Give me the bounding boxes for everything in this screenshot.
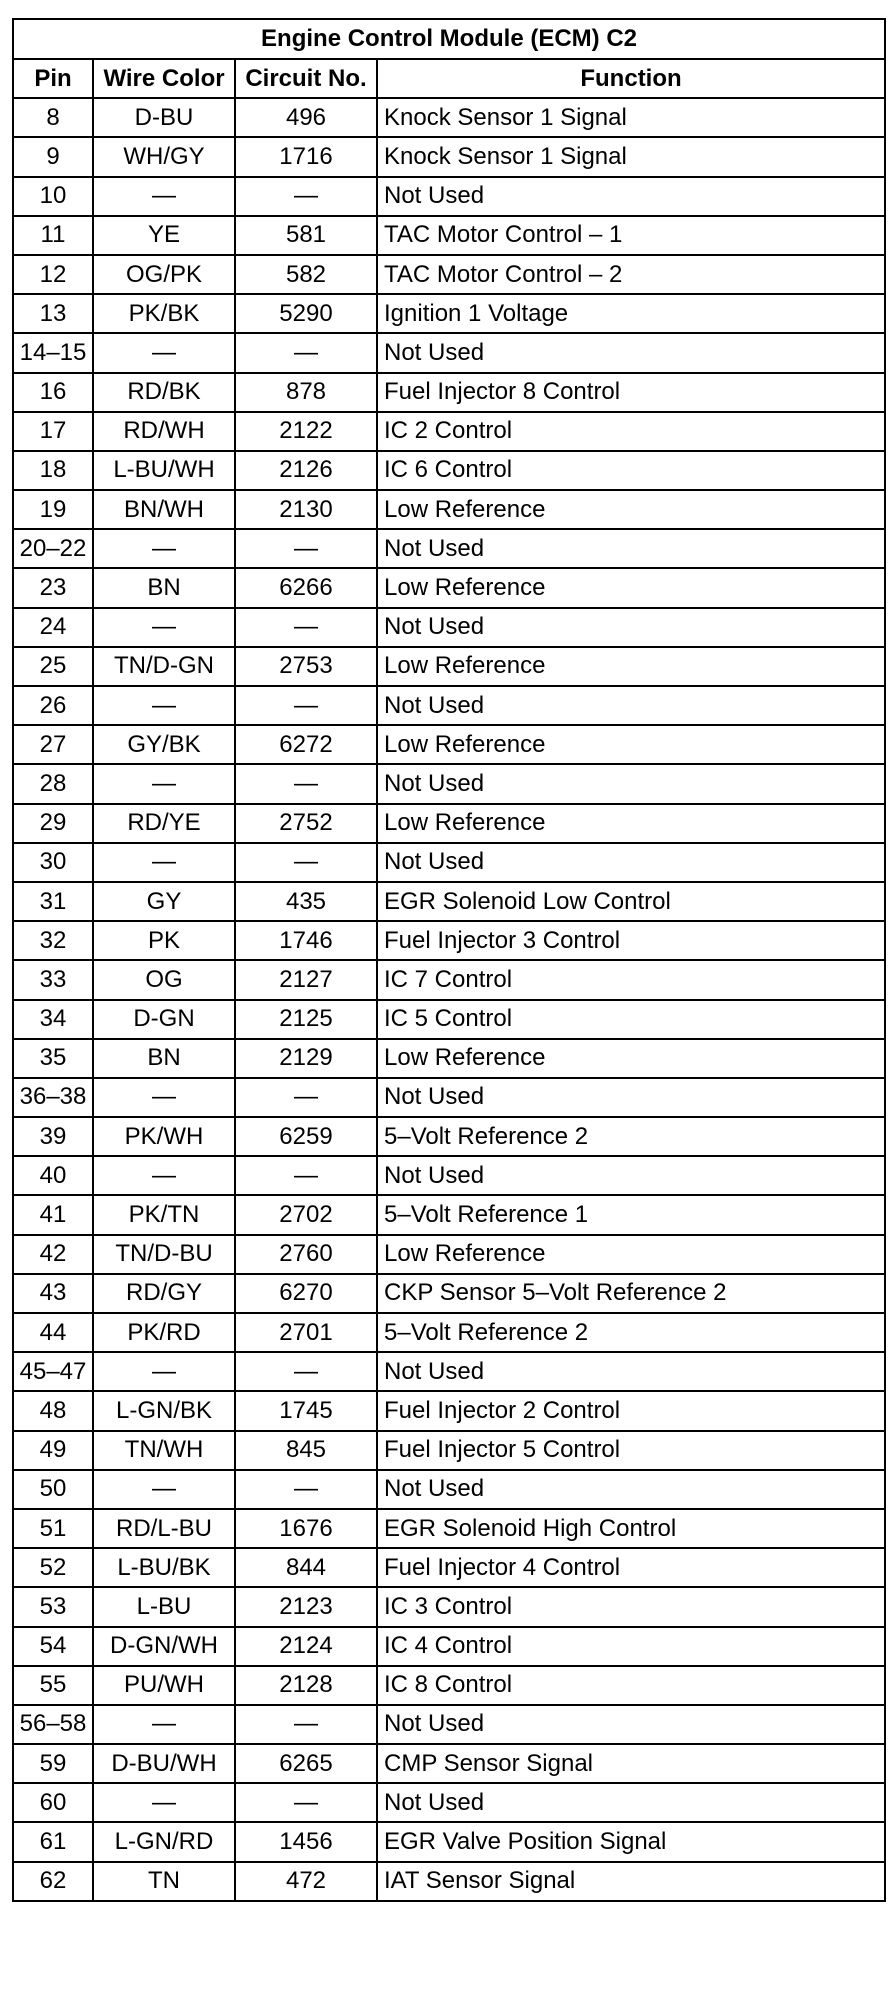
wire-color-cell: RD/GY [93,1274,235,1313]
pin-cell: 55 [13,1666,93,1705]
pin-cell: 11 [13,216,93,255]
circuit-no-cell: 2752 [235,804,377,843]
table-row [13,1078,885,1117]
function-cell: Not Used [377,1705,885,1744]
circuit-no-cell: — [235,1078,377,1117]
table-row [13,804,885,843]
pin-cell: 16 [13,373,93,412]
circuit-no-cell: 2753 [235,647,377,686]
pin-cell: 34 [13,1000,93,1039]
table-row [13,1862,885,1901]
function-cell: Not Used [377,608,885,647]
title-row [13,19,885,59]
table-row [13,1352,885,1391]
function-cell: TAC Motor Control – 1 [377,216,885,255]
wire-color-cell: RD/YE [93,804,235,843]
function-cell: IC 6 Control [377,451,885,490]
pin-cell: 39 [13,1117,93,1156]
function-cell: IC 8 Control [377,1666,885,1705]
pin-cell: 8 [13,98,93,137]
wire-color-cell: TN/D-BU [93,1235,235,1274]
function-cell: Low Reference [377,490,885,529]
wire-color-cell: — [93,764,235,803]
wire-color-cell: BN [93,568,235,607]
pin-cell: 49 [13,1431,93,1470]
circuit-no-cell: 844 [235,1548,377,1587]
wire-color-cell: L-GN/BK [93,1391,235,1430]
table-row [13,764,885,803]
function-cell: Knock Sensor 1 Signal [377,137,885,176]
function-cell: Not Used [377,529,885,568]
pin-cell: 62 [13,1862,93,1901]
circuit-no-cell: — [235,686,377,725]
wire-color-cell: WH/GY [93,137,235,176]
circuit-no-cell: 496 [235,98,377,137]
table-row [13,1391,885,1430]
wire-color-cell: OG [93,960,235,999]
header-circuit-no: Circuit No. [235,59,377,98]
pin-cell: 53 [13,1587,93,1626]
pin-cell: 41 [13,1195,93,1234]
pin-cell: 40 [13,1156,93,1195]
circuit-no-cell: — [235,843,377,882]
wire-color-cell: D-GN [93,1000,235,1039]
function-cell: 5–Volt Reference 2 [377,1313,885,1352]
function-cell: CKP Sensor 5–Volt Reference 2 [377,1274,885,1313]
wire-color-cell: PK/TN [93,1195,235,1234]
table-row [13,255,885,294]
circuit-no-cell: — [235,177,377,216]
pin-cell: 35 [13,1039,93,1078]
table-row [13,1666,885,1705]
circuit-no-cell: — [235,1156,377,1195]
table-row [13,882,885,921]
table-row [13,177,885,216]
pin-cell: 25 [13,647,93,686]
circuit-no-cell: 6270 [235,1274,377,1313]
table-row [13,608,885,647]
pin-cell: 56–58 [13,1705,93,1744]
table-row [13,490,885,529]
circuit-no-cell: 1676 [235,1509,377,1548]
pin-cell: 32 [13,921,93,960]
wire-color-cell: TN/WH [93,1431,235,1470]
function-cell: TAC Motor Control – 2 [377,255,885,294]
pin-cell: 14–15 [13,333,93,372]
table-row [13,1627,885,1666]
wire-color-cell: D-BU/WH [93,1744,235,1783]
circuit-no-cell: 6266 [235,568,377,607]
pin-cell: 61 [13,1822,93,1861]
table-row [13,1000,885,1039]
pin-cell: 18 [13,451,93,490]
wire-color-cell: GY/BK [93,725,235,764]
circuit-no-cell: 472 [235,1862,377,1901]
pin-cell: 26 [13,686,93,725]
wire-color-cell: L-BU/BK [93,1548,235,1587]
table-row [13,98,885,137]
function-cell: Not Used [377,1078,885,1117]
function-cell: Fuel Injector 8 Control [377,373,885,412]
function-cell: IC 5 Control [377,1000,885,1039]
function-cell: Knock Sensor 1 Signal [377,98,885,137]
circuit-no-cell: — [235,1352,377,1391]
function-cell: Low Reference [377,1235,885,1274]
wire-color-cell: D-GN/WH [93,1627,235,1666]
pin-cell: 59 [13,1744,93,1783]
table-row [13,216,885,255]
pin-cell: 48 [13,1391,93,1430]
circuit-no-cell: 1456 [235,1822,377,1861]
pin-cell: 10 [13,177,93,216]
wire-color-cell: — [93,686,235,725]
wire-color-cell: BN/WH [93,490,235,529]
table-row [13,1117,885,1156]
function-cell: Not Used [377,764,885,803]
function-cell: Low Reference [377,725,885,764]
circuit-no-cell: 6272 [235,725,377,764]
circuit-no-cell: 6265 [235,1744,377,1783]
wire-color-cell: BN [93,1039,235,1078]
circuit-no-cell: 2124 [235,1627,377,1666]
pin-cell: 31 [13,882,93,921]
table-row [13,647,885,686]
circuit-no-cell: — [235,608,377,647]
function-cell: IAT Sensor Signal [377,1862,885,1901]
circuit-no-cell: — [235,1705,377,1744]
header-pin: Pin [13,59,93,98]
table-row [13,960,885,999]
circuit-no-cell: — [235,1783,377,1822]
table-row [13,725,885,764]
pin-cell: 17 [13,412,93,451]
pin-cell: 50 [13,1470,93,1509]
table-row [13,137,885,176]
circuit-no-cell: — [235,1470,377,1509]
circuit-no-cell: 6259 [235,1117,377,1156]
wire-color-cell: L-BU/WH [93,451,235,490]
function-cell: IC 2 Control [377,412,885,451]
pin-cell: 13 [13,294,93,333]
pin-cell: 44 [13,1313,93,1352]
function-cell: Not Used [377,843,885,882]
table-row [13,1470,885,1509]
wire-color-cell: — [93,1705,235,1744]
wire-color-cell: TN/D-GN [93,647,235,686]
wire-color-cell: PU/WH [93,1666,235,1705]
header-function: Function [377,59,885,98]
table-row [13,1705,885,1744]
function-cell: IC 4 Control [377,1627,885,1666]
wire-color-cell: — [93,843,235,882]
pin-cell: 28 [13,764,93,803]
function-cell: 5–Volt Reference 1 [377,1195,885,1234]
table-row [13,1587,885,1626]
wire-color-cell: OG/PK [93,255,235,294]
table-row [13,294,885,333]
function-cell: EGR Valve Position Signal [377,1822,885,1861]
function-cell: Fuel Injector 2 Control [377,1391,885,1430]
table-row [13,529,885,568]
function-cell: Low Reference [377,1039,885,1078]
wire-color-cell: RD/WH [93,412,235,451]
circuit-no-cell: 5290 [235,294,377,333]
circuit-no-cell: 878 [235,373,377,412]
pin-cell: 42 [13,1235,93,1274]
table-row [13,451,885,490]
wire-color-cell: — [93,529,235,568]
pin-cell: 29 [13,804,93,843]
circuit-no-cell: 845 [235,1431,377,1470]
wire-color-cell: RD/BK [93,373,235,412]
header-wire-color: Wire Color [93,59,235,98]
pin-cell: 36–38 [13,1078,93,1117]
pin-cell: 27 [13,725,93,764]
table-row [13,568,885,607]
table-row [13,1274,885,1313]
table-row [13,1548,885,1587]
function-cell: IC 3 Control [377,1587,885,1626]
wire-color-cell: PK/WH [93,1117,235,1156]
function-cell: Not Used [377,1470,885,1509]
wire-color-cell: — [93,1156,235,1195]
circuit-no-cell: 2127 [235,960,377,999]
pin-cell: 60 [13,1783,93,1822]
wire-color-cell: PK/BK [93,294,235,333]
wire-color-cell: D-BU [93,98,235,137]
wire-color-cell: L-GN/RD [93,1822,235,1861]
table-row [13,1235,885,1274]
table-row [13,1039,885,1078]
function-cell: Low Reference [377,804,885,843]
pin-cell: 45–47 [13,1352,93,1391]
function-cell: Not Used [377,1783,885,1822]
circuit-no-cell: 2760 [235,1235,377,1274]
circuit-no-cell: 582 [235,255,377,294]
header-row [13,59,885,98]
table-row [13,1783,885,1822]
pin-cell: 24 [13,608,93,647]
table-row [13,1156,885,1195]
circuit-no-cell: — [235,529,377,568]
function-cell: CMP Sensor Signal [377,1744,885,1783]
circuit-no-cell: 2125 [235,1000,377,1039]
function-cell: Not Used [377,686,885,725]
table-body [13,98,885,1901]
function-cell: Not Used [377,1352,885,1391]
circuit-no-cell: 2129 [235,1039,377,1078]
function-cell: Ignition 1 Voltage [377,294,885,333]
wire-color-cell: — [93,608,235,647]
wire-color-cell: GY [93,882,235,921]
wire-color-cell: — [93,1783,235,1822]
function-cell: EGR Solenoid High Control [377,1509,885,1548]
function-cell: Not Used [377,1156,885,1195]
circuit-no-cell: 2126 [235,451,377,490]
table-row [13,412,885,451]
circuit-no-cell: — [235,333,377,372]
circuit-no-cell: 2122 [235,412,377,451]
table-row [13,843,885,882]
pin-cell: 43 [13,1274,93,1313]
circuit-no-cell: 1746 [235,921,377,960]
pin-cell: 52 [13,1548,93,1587]
wire-color-cell: — [93,1078,235,1117]
pin-cell: 23 [13,568,93,607]
circuit-no-cell: 2128 [235,1666,377,1705]
pin-cell: 30 [13,843,93,882]
circuit-no-cell: 2702 [235,1195,377,1234]
circuit-no-cell: 2123 [235,1587,377,1626]
wire-color-cell: RD/L-BU [93,1509,235,1548]
table-row [13,333,885,372]
table-row [13,1509,885,1548]
wire-color-cell: PK/RD [93,1313,235,1352]
pin-cell: 12 [13,255,93,294]
circuit-no-cell: — [235,764,377,803]
table-row [13,921,885,960]
function-cell: Low Reference [377,568,885,607]
ecm-connector-table [12,18,886,1902]
wire-color-cell: PK [93,921,235,960]
table-row [13,373,885,412]
circuit-no-cell: 2701 [235,1313,377,1352]
circuit-no-cell: 1745 [235,1391,377,1430]
table-row [13,1744,885,1783]
function-cell: Fuel Injector 4 Control [377,1548,885,1587]
pin-cell: 9 [13,137,93,176]
function-cell: 5–Volt Reference 2 [377,1117,885,1156]
circuit-no-cell: 581 [235,216,377,255]
pin-cell: 33 [13,960,93,999]
circuit-no-cell: 2130 [235,490,377,529]
wire-color-cell: — [93,1470,235,1509]
function-cell: Fuel Injector 5 Control [377,1431,885,1470]
wire-color-cell: L-BU [93,1587,235,1626]
function-cell: IC 7 Control [377,960,885,999]
function-cell: EGR Solenoid Low Control [377,882,885,921]
pin-cell: 54 [13,1627,93,1666]
function-cell: Not Used [377,333,885,372]
circuit-no-cell: 435 [235,882,377,921]
wire-color-cell: YE [93,216,235,255]
pin-cell: 20–22 [13,529,93,568]
pin-cell: 19 [13,490,93,529]
table-row [13,1822,885,1861]
table-row [13,686,885,725]
wire-color-cell: — [93,177,235,216]
table-row [13,1431,885,1470]
function-cell: Fuel Injector 3 Control [377,921,885,960]
function-cell: Not Used [377,177,885,216]
pin-cell: 51 [13,1509,93,1548]
wire-color-cell: TN [93,1862,235,1901]
wire-color-cell: — [93,1352,235,1391]
function-cell: Low Reference [377,647,885,686]
circuit-no-cell: 1716 [235,137,377,176]
table-title: Engine Control Module (ECM) C2 [13,19,885,59]
table-row [13,1313,885,1352]
table-row [13,1195,885,1234]
wire-color-cell: — [93,333,235,372]
